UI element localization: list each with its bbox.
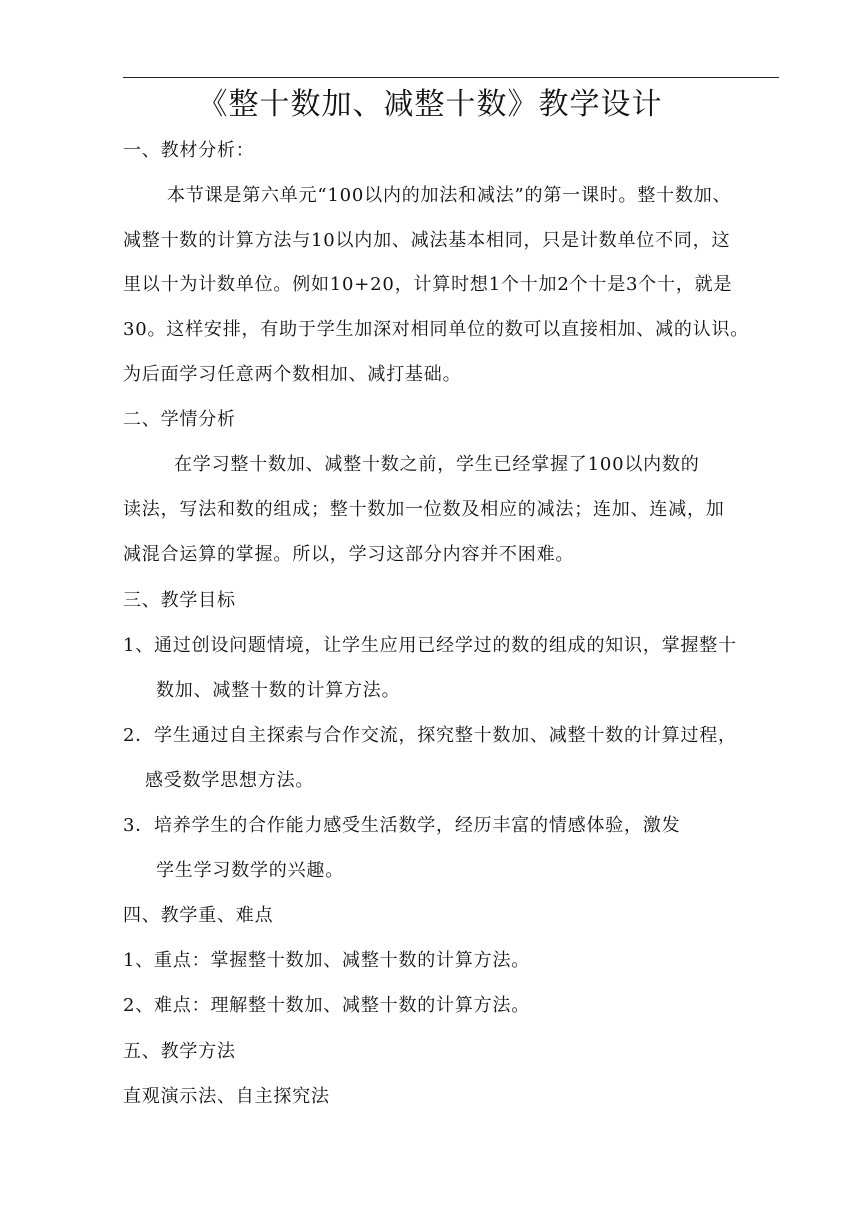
paragraph-line: 读法，写法和数的组成；整十数加一位数及相应的减法；连加、连减，加 (123, 499, 725, 520)
teaching-methods-text: 直观演示法、自主探究法 (123, 1086, 330, 1107)
difficulty-item: 2、难点：理解整十数加、减整十数的计算方法。 (123, 995, 531, 1016)
paragraph-line: 减混合运算的掌握。所以，学习这部分内容并不困难。 (123, 544, 575, 565)
key-point-item: 1、重点：掌握整十数加、减整十数的计算方法。 (123, 950, 531, 971)
goal-item-2: 2．学生通过自主探索与合作交流，探究整十数加、减整十数的计算过程， (123, 725, 737, 746)
section-heading-teaching-goals: 三、教学目标 (123, 590, 236, 611)
section-heading-key-points: 四、教学重、难点 (123, 905, 274, 926)
document-title: 《整十数加、减整十数》教学设计 (197, 87, 663, 122)
paragraph-line: 在学习整十数加、减整十数之前，学生已经掌握了100以内数的 (174, 454, 700, 475)
goal-item-1-continued: 数加、减整十数的计算方法。 (156, 680, 401, 701)
goal-item-1: 1、通过创设问题情境，让学生应用已经学过的数的组成的知识，掌握整十 (123, 635, 737, 656)
goal-item-3-continued: 学生学习数学的兴趣。 (156, 860, 344, 881)
paragraph-line: 30。这样安排，有助于学生加深对相同单位的数可以直接相加、减的认识。 (123, 319, 750, 340)
header-rule (123, 77, 779, 78)
paragraph-line: 减整十数的计算方法与10以内加、减法基本相同，只是计数单位不同，这 (123, 230, 731, 251)
section-heading-textbook-analysis: 一、教材分析： (123, 140, 255, 161)
section-heading-teaching-methods: 五、教学方法 (123, 1041, 236, 1062)
goal-item-3: 3．培养学生的合作能力感受生活数学，经历丰富的情感体验，激发 (123, 815, 681, 836)
paragraph-line: 里以十为计数单位。例如10+20，计算时想1个十加2个十是3个十，就是 (123, 274, 733, 295)
paragraph-line: 为后面学习任意两个数相加、减打基础。 (123, 364, 462, 385)
section-heading-student-analysis: 二、学情分析 (123, 409, 236, 430)
paragraph-line: 本节课是第六单元“100以内的加法和减法”的第一课时。整十数加、 (167, 185, 732, 206)
goal-item-2-continued: 感受数学思想方法。 (145, 770, 315, 791)
